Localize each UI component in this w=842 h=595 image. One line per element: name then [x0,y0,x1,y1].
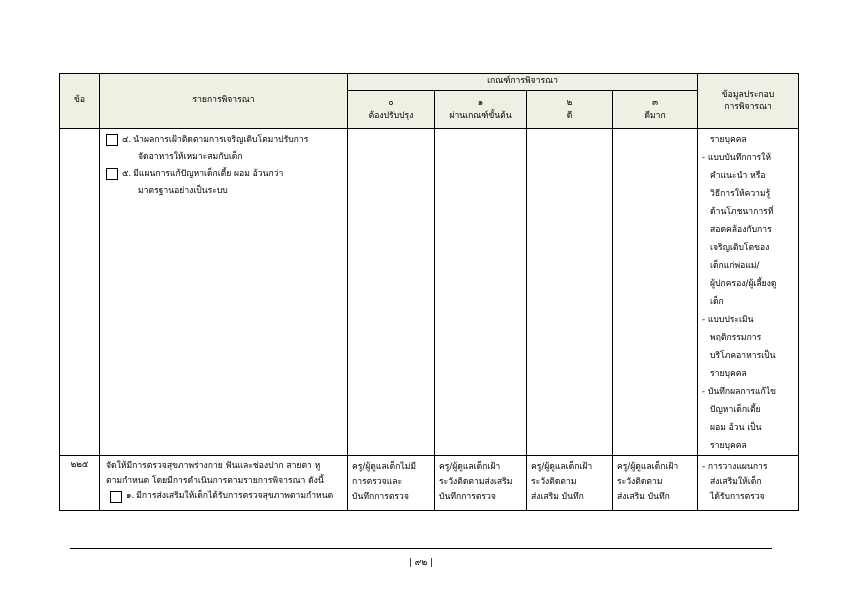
header-score-1 [435,91,527,129]
item-text: มีการส่งเสริมให้เด็กได้รับการตรวจสุขภาพตามกำหนด [136,491,334,501]
score-2-label: ดี [566,110,573,121]
item-text-cont: มาตรฐานอย่างเป็นระบบ [138,186,228,196]
checkbox-item-4[interactable] [106,134,118,146]
evidence-text: คำแนะนำ หรือ [710,171,766,181]
page-number: | ๙๒ | [408,558,434,568]
evidence-text: - บันทึกผลการแก้ไข [702,387,776,397]
evidence-item [702,131,795,149]
row2-items [100,456,348,511]
evidence-text-line: บันทึกผลการแก้ไข [707,387,776,397]
row2-heading-line1: จัดให้มีการตรวจสุขภาพร่างกาย ฟันและช่องปาก สายตา หู [106,461,321,471]
evidence-item [702,383,795,455]
row1-score-3 [613,129,698,456]
header-item: รายการพิจารณา [100,74,348,129]
score-0-label: ต้องปรับปรุง [368,110,414,121]
header-score-2 [527,91,613,129]
item-number: ๑. [126,491,135,501]
evidence-text-line: การวางแผนการ [707,462,768,472]
assessment-table [59,73,799,511]
row2-score-1 [435,456,527,511]
evidence-text-line: แบบบันทึกการให้ [707,153,772,163]
score-3-digit: ๓ [652,98,658,109]
score-text: ส่งเสริม บันทึก [617,492,670,502]
row1-score-0 [348,129,435,456]
checkbox-item-5[interactable] [106,168,118,180]
score-1-label: ผ่านเกณฑ์ขั้นต้น [449,110,512,121]
item-number: ๕. [122,169,132,179]
score-text: ระวังติดตาม [531,477,577,487]
evidence-text: รายบุคคล [710,441,747,451]
score-3-label: ดีมาก [644,110,666,121]
header-evidence [698,74,799,129]
score-text: ครู/ผู้ดูแลเด็กเฝ้า [531,462,593,472]
row2-evidence [698,456,799,511]
score-text: ครู/ผู้ดูแลเด็กไม่มี [352,462,417,472]
item-text-cont: จัดอาหารให้เหมาะสมกับเด็ก [138,152,243,162]
row1-evidence [698,129,799,456]
item-text: มีแผนการแก้ปัญหาเด็กเตี้ย ผอม อ้วนกว่า [133,169,284,179]
item-text: นำผลการเฝ้าติดตามการเจริญเติบโตมาปรับการ [133,135,309,145]
row2-heading-line2: ตามกำหนด โดยมีการดำเนินการตามรายการพิจารณา ดังนี้ [106,476,324,486]
score-text: บันทึกการตรวจ [352,492,409,502]
checkbox-item-1[interactable] [110,491,122,503]
score-text: ส่งเสริม บันทึก [531,492,584,502]
evidence-text: เด็ก [710,297,724,307]
list-item [106,132,343,149]
evidence-text: - แบบบันทึกการให้ [702,153,772,163]
row2-score-3 [613,456,698,511]
evidence-text: เด็กแก่พ่อแม่/ [710,261,760,271]
evidence-text: ผอม อ้วน เป็น [710,423,762,433]
score-text: การตรวจและ [352,477,403,487]
score-text: บันทึกการตรวจ [439,492,496,502]
list-item [106,166,343,183]
score-text: ระวังติดตาม [617,477,663,487]
item-number: ๔. [122,135,132,145]
score-2-digit: ๒ [566,98,573,109]
evidence-text: รายบุคคล [710,369,747,379]
header-score-0 [348,91,435,129]
evidence-text: รายบุคคล [710,135,747,145]
assessment-sheet [59,73,798,509]
evidence-text: ได้รับการตรวจ [710,492,765,502]
row1-score-2 [527,129,613,456]
score-text: ครู/ผู้ดูแลเด็กเฝ้า [439,462,501,472]
list-item [110,489,343,504]
row2-score-0 [348,456,435,511]
evidence-text: บริโภคอาหารเป็น [710,351,776,361]
evidence-text-line: แบบประเมิน [707,315,754,325]
row1-items [100,129,348,456]
evidence-text: ด้านโภชนาการที่ [710,207,774,217]
header-criteria: เกณฑ์การพิจารณา [348,74,698,91]
evidence-text: ส่งเสริมให้เด็ก [710,477,762,487]
evidence-text: ปัญหาเด็กเตี้ย [710,405,761,415]
evidence-text: พฤติกรรมการ [710,333,762,343]
score-0-digit: ๐ [388,98,394,109]
header-evidence-line2: การพิจารณา [724,102,772,112]
score-text: ครู/ผู้ดูแลเด็กเฝ้า [617,462,679,472]
row2-score-2 [527,456,613,511]
score-text: ระวังติดตามส่งเสริม [439,477,513,487]
header-score-3 [613,91,698,129]
footer-rule [70,548,772,549]
evidence-text: ผู้ปกครอง/ผู้เลี้ยงดู [710,279,777,289]
header-evidence-line1: ข้อมูลประกอบ [721,89,775,100]
row1-score-1 [435,129,527,456]
evidence-text: - แบบประเมิน [702,315,754,325]
score-1-digit: ๑ [477,98,484,109]
row2-no: ๒๒๕ [60,456,100,511]
table-row [60,129,799,456]
header-no: ข้อ [60,74,100,129]
evidence-text: - การวางแผนการ [702,462,768,472]
table-row [60,456,799,511]
evidence-text: สอดคล้องกับการ [710,225,772,235]
evidence-list [702,131,795,455]
row1-no [60,129,100,456]
evidence-text: วิธีการให้ความรู้ [710,189,771,199]
evidence-item [702,149,795,311]
evidence-text: เจริญเติบโตของ [710,243,770,253]
evidence-item [702,311,795,383]
